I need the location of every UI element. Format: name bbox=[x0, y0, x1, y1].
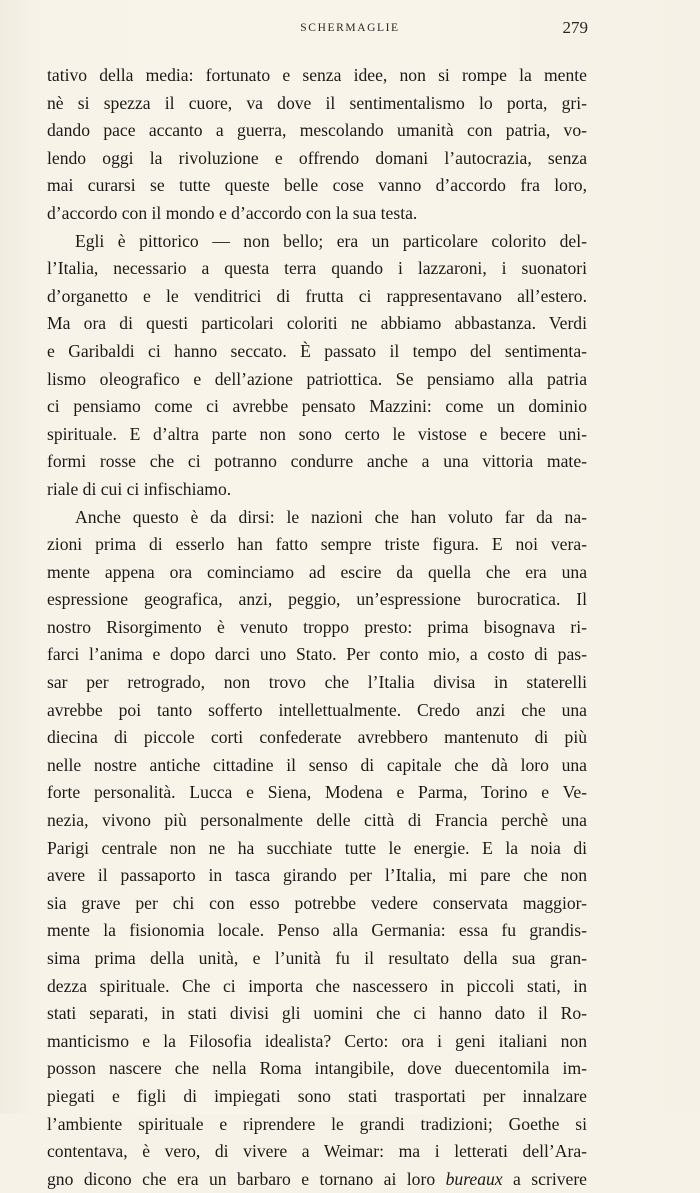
text-line: Ma ora di questi particolari coloriti ne abbiamo abbastanza. Verdi bbox=[47, 313, 587, 334]
italic-word: bureaux bbox=[445, 1168, 503, 1189]
text-line: d’organetto e le venditrici di frutta ci rappresentavano all’estero. bbox=[47, 285, 587, 306]
text-line: nostro Risorgimento è venuto troppo presto: prima bisognava ri- bbox=[47, 616, 587, 637]
text-line: sar per retrogrado, non trovo che l’Italia divisa in staterelli bbox=[47, 672, 587, 693]
text-line: dando pace accanto a guerra, mescolando umanità con patria, vo- bbox=[47, 120, 587, 141]
text-line: avrebbe poi tanto sofferto intellettualmente. Credo anzi che una bbox=[47, 699, 587, 720]
running-title: SCHERMAGLIE bbox=[300, 22, 400, 34]
text-line: posson nascere che nella Roma intangibile, dove duecentomila im- bbox=[47, 1058, 587, 1079]
text-line: formi rosse che ci potranno condurre anche a una vittoria mate- bbox=[47, 451, 587, 472]
text-line: espressione geografica, anzi, peggio, un’espressione burocratica. Il bbox=[47, 589, 587, 610]
text-segment: a scrivere bbox=[513, 1168, 587, 1189]
text-line: forte personalità. Lucca e Siena, Modena e Parma, Torino e Ve- bbox=[47, 782, 587, 803]
body-text bbox=[47, 62, 587, 1193]
text-line: mente appena ora cominciamo ad escire da quella che era una bbox=[47, 561, 587, 582]
text-line: riale di cui ci infischiamo. bbox=[47, 478, 232, 499]
text-line: sima prima della unità, e l’unità fu il resultato della sua gran- bbox=[47, 948, 587, 968]
text-line: mai curarsi se tutte queste belle cose vanno d’accordo fra loro, bbox=[47, 175, 587, 196]
text-line: manticismo e la Filosofia idealista? Certo: ora i geni italiani non bbox=[47, 1030, 587, 1051]
text-line: ci pensiamo come ci avrebbe pensato Mazzini: come un dominio bbox=[47, 396, 587, 417]
text-segment: gno dicono che era un barbaro e tornano ai loro bbox=[47, 1168, 436, 1189]
text-line: tativo della media: fortunato e senza idee, non si rompe la mente bbox=[47, 65, 587, 85]
text-line: e Garibaldi ci hanno seccato. È passato il tempo del sentimenta- bbox=[47, 340, 587, 361]
text-line: diecina di piccole corti confederate avrebbero mantenuto di più bbox=[47, 727, 587, 748]
text-line: spirituale. E d’altra parte non sono certo le vistose e becere uni- bbox=[47, 423, 587, 444]
text-line: lendo oggi la rivoluzione e offrendo domani l’autocrazia, senza bbox=[47, 147, 587, 168]
text-line: farci l’anima e dopo darci uno Stato. Per conto mio, a costo di pas- bbox=[47, 644, 587, 665]
text-line: zioni prima di esserlo han fatto sempre triste figura. E noi vera- bbox=[47, 534, 587, 555]
text-line: l’Italia, necessario a questa terra quando i lazzaroni, i suonatori bbox=[47, 258, 587, 279]
text-line: d’accordo con il mondo e d’accordo con la sua testa. bbox=[47, 202, 418, 223]
text-line: sia grave per chi con esso potrebbe vedere conservata maggior- bbox=[47, 892, 587, 913]
text-line: dezza spirituale. Che ci importa che nascessero in piccoli stati, in bbox=[47, 975, 587, 996]
text-line: lismo oleografico e dell’azione patriottica. Se pensiamo alla patria bbox=[47, 368, 587, 389]
text-line: Anche questo è da dirsi: le nazioni che han voluto far da na- bbox=[75, 506, 587, 527]
text-line: contentava, è vero, di vivere a Weimar: ma i letterati dell’Ara- bbox=[47, 1141, 587, 1162]
text-line: piegati e figli di impiegati sono stati trasportati per innalzare bbox=[47, 1085, 587, 1106]
text-line: Egli è pittorico — non bello; era un particolare colorito del- bbox=[75, 230, 587, 251]
text-line-final bbox=[47, 1166, 587, 1193]
text-line: nelle nostre antiche cittadine il senso di capitale che dà loro una bbox=[47, 754, 587, 775]
text-line: Parigi centrale non ne ha succhiate tutte le energie. E la noia di bbox=[47, 837, 587, 858]
text-line: avere il passaporto in tasca girando per l’Italia, mi pare che non bbox=[47, 865, 587, 886]
text-line: mente la fisionomia locale. Penso alla Germania: essa fu grandis- bbox=[47, 920, 587, 941]
text-line: l’ambiente spirituale e riprendere le grandi tradizioni; Goethe si bbox=[47, 1113, 587, 1134]
running-head bbox=[0, 18, 700, 42]
text-line: stati separati, in stati divisi gli uomini che ci hanno dato il Ro- bbox=[47, 1003, 587, 1024]
text-line: nezia, vivono più personalmente delle città di Francia perchè una bbox=[47, 810, 587, 831]
text-line: nè si spezza il cuore, va dove il sentimentalismo lo porta, gri- bbox=[47, 92, 587, 113]
page-number: 279 bbox=[562, 18, 588, 37]
